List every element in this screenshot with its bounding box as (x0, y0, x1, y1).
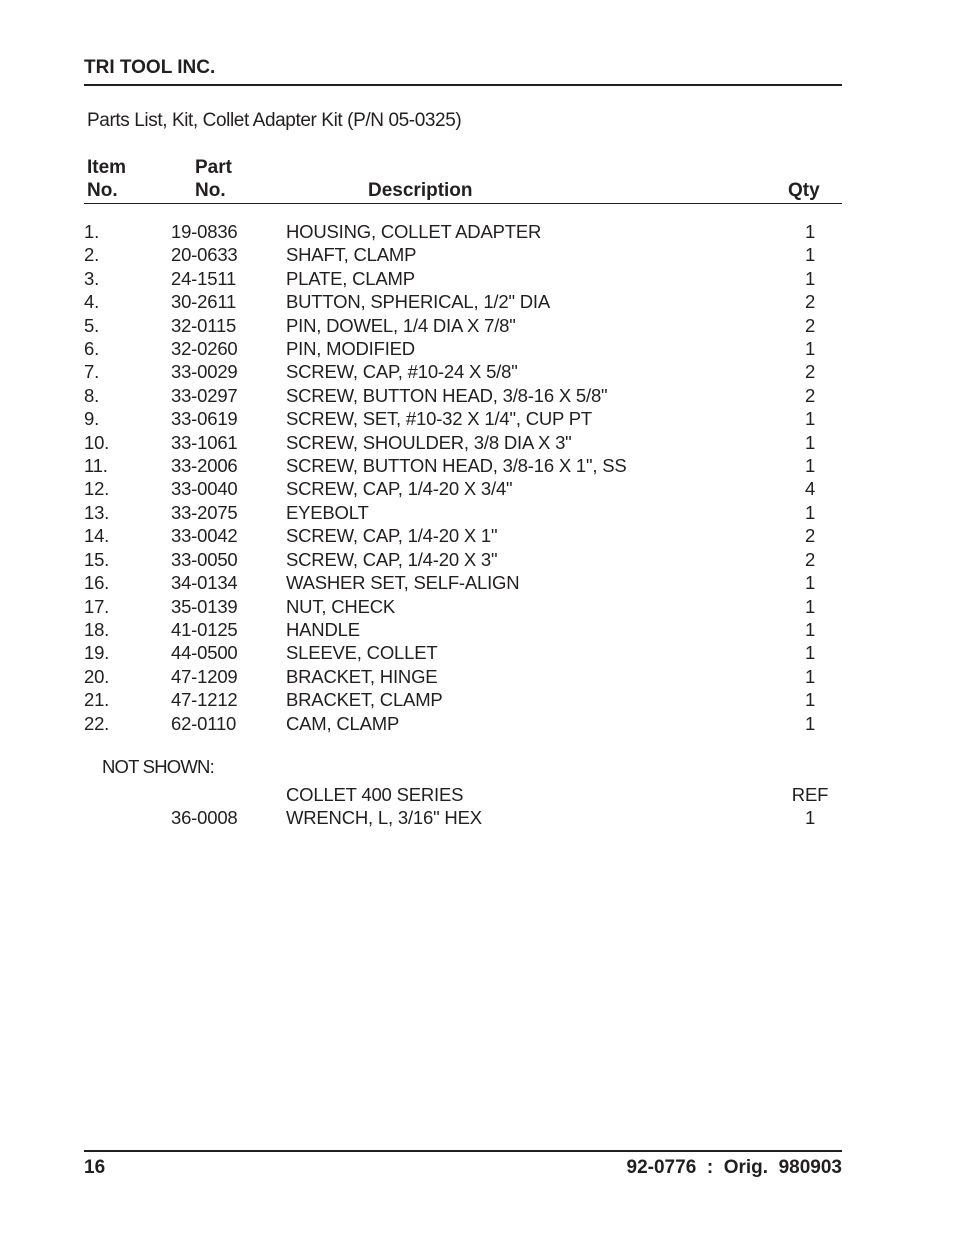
item-number: 5. (84, 314, 100, 336)
part-number: 33-0297 (171, 384, 238, 406)
part-number: 44-0500 (171, 642, 238, 664)
table-row (0, 455, 954, 478)
part-quantity: 1 (804, 455, 816, 477)
table-row (0, 385, 954, 408)
item-number: 16. (84, 572, 110, 594)
part-description: COLLET 400 SERIES (286, 784, 464, 805)
column-header-qty: Qty (788, 180, 820, 201)
table-row (0, 572, 954, 595)
part-number: 32-0115 (171, 314, 237, 336)
item-number: 12. (84, 478, 110, 500)
table-header-rule (84, 203, 842, 204)
part-description: BUTTON, SPHERICAL, 1/2" DIA (286, 291, 551, 313)
table-row (0, 291, 954, 314)
part-quantity: 2 (804, 384, 816, 406)
column-header-item-line1: Item (87, 157, 127, 178)
document-reference: 92-0776 : Orig. 980903 (626, 1157, 842, 1178)
footer-rule (84, 1150, 842, 1152)
not-shown-table (0, 784, 954, 831)
part-number: 36-0008 (171, 807, 238, 829)
column-header-description: Description (368, 180, 473, 201)
part-description: WRENCH, L, 3/16" HEX (286, 807, 482, 829)
part-description: PLATE, CLAMP (286, 267, 415, 289)
part-quantity: 1 (804, 221, 816, 242)
not-shown-label: NOT SHOWN: (102, 756, 214, 777)
part-quantity: 2 (804, 291, 816, 313)
part-number: 47-1209 (171, 665, 238, 687)
part-description: SCREW, BUTTON HEAD, 3/8-16 X 5/8" (286, 384, 608, 406)
part-description: BRACKET, HINGE (286, 665, 438, 687)
part-number: 33-0029 (171, 361, 238, 383)
part-description: SCREW, BUTTON HEAD, 3/8-16 X 1", SS (286, 455, 627, 477)
table-row (0, 315, 954, 338)
part-quantity: 1 (804, 267, 816, 289)
item-number: 22. (84, 712, 110, 734)
table-row (0, 689, 954, 712)
table-row (0, 244, 954, 267)
part-number: 33-2075 (171, 501, 238, 523)
item-number: 6. (84, 338, 100, 360)
table-row (0, 713, 954, 736)
part-number: 19-0836 (171, 221, 238, 242)
part-quantity: 1 (804, 431, 816, 453)
column-header-part-line1: Part (195, 157, 232, 178)
item-number: 8. (84, 384, 100, 406)
part-quantity: 2 (804, 361, 816, 383)
item-number: 3. (84, 267, 100, 289)
part-description: SCREW, CAP, 1/4-20 X 3/4" (286, 478, 513, 500)
item-number: 15. (84, 548, 110, 570)
part-description: SCREW, SET, #10-32 X 1/4", CUP PT (286, 408, 593, 430)
item-number: 20. (84, 665, 110, 687)
part-quantity: 1 (804, 408, 816, 430)
item-number: 13. (84, 501, 110, 523)
item-number: 2. (84, 244, 100, 266)
item-number: 7. (84, 361, 100, 383)
document-subtitle: Parts List, Kit, Collet Adapter Kit (P/N 05-0325) (87, 110, 462, 131)
part-number: 30-2611 (171, 291, 237, 313)
company-name: TRI TOOL INC. (84, 57, 216, 78)
part-number: 32-0260 (171, 338, 238, 360)
page-number: 16 (84, 1157, 106, 1178)
parts-table (0, 221, 954, 736)
table-row (0, 432, 954, 455)
item-number: 14. (84, 525, 110, 547)
part-description: CAM, CLAMP (286, 712, 400, 734)
item-number: 1. (84, 221, 100, 242)
part-quantity: 1 (804, 501, 816, 523)
part-quantity: 2 (804, 548, 816, 570)
part-quantity: 2 (804, 525, 816, 547)
part-number: 47-1212 (171, 689, 238, 711)
part-quantity: 2 (804, 314, 816, 336)
table-row (0, 361, 954, 384)
table-row (0, 338, 954, 361)
item-number: 9. (84, 408, 100, 430)
part-number: 33-0042 (171, 525, 238, 547)
part-number: 33-2006 (171, 455, 238, 477)
part-quantity: 1 (804, 595, 816, 617)
part-description: SHAFT, CLAMP (286, 244, 417, 266)
table-row (0, 525, 954, 548)
part-description: WASHER SET, SELF-ALIGN (286, 572, 520, 594)
part-number: 24-1511 (171, 267, 237, 289)
part-description: HANDLE (286, 618, 360, 640)
part-number: 35-0139 (171, 595, 238, 617)
part-quantity: 1 (804, 712, 816, 734)
table-row (0, 549, 954, 572)
part-number: 62-0110 (171, 712, 237, 734)
part-quantity: 1 (804, 807, 816, 829)
table-row (0, 596, 954, 619)
part-description: PIN, DOWEL, 1/4 DIA X 7/8" (286, 314, 516, 336)
table-row (0, 619, 954, 642)
part-quantity: 4 (804, 478, 816, 500)
part-quantity: 1 (804, 572, 816, 594)
item-number: 11. (84, 455, 108, 477)
part-description: SLEEVE, COLLET (286, 642, 438, 664)
part-number: 33-0050 (171, 548, 238, 570)
column-header-part (195, 156, 232, 202)
part-number: 20-0633 (171, 244, 238, 266)
item-number: 19. (84, 642, 110, 664)
part-number: 33-1061 (171, 431, 238, 453)
part-quantity: REF (791, 784, 829, 805)
part-quantity: 1 (804, 665, 816, 687)
table-row (0, 221, 954, 244)
header-rule (84, 84, 842, 86)
part-number: 41-0125 (171, 618, 238, 640)
item-number: 18. (84, 618, 110, 640)
table-row (0, 268, 954, 291)
column-header-item-line2: No. (87, 180, 118, 201)
table-row (0, 478, 954, 501)
part-description: SCREW, CAP, 1/4-20 X 1" (286, 525, 498, 547)
part-quantity: 1 (804, 244, 816, 266)
part-description: SCREW, SHOULDER, 3/8 DIA X 3" (286, 431, 572, 453)
part-number: 33-0619 (171, 408, 238, 430)
table-row (0, 666, 954, 689)
item-number: 10. (84, 431, 110, 453)
part-description: HOUSING, COLLET ADAPTER (286, 221, 542, 242)
table-row (0, 807, 954, 830)
part-quantity: 1 (804, 642, 816, 664)
column-header-part-line2: No. (195, 180, 226, 201)
part-quantity: 1 (804, 689, 816, 711)
part-description: NUT, CHECK (286, 595, 396, 617)
part-description: SCREW, CAP, 1/4-20 X 3" (286, 548, 498, 570)
column-header-item (87, 156, 126, 202)
part-description: PIN, MODIFIED (286, 338, 415, 360)
part-number: 34-0134 (171, 572, 238, 594)
part-description: SCREW, CAP, #10-24 X 5/8" (286, 361, 518, 383)
part-description: EYEBOLT (286, 501, 369, 523)
item-number: 17. (84, 595, 110, 617)
part-quantity: 1 (804, 618, 816, 640)
table-row (0, 408, 954, 431)
part-quantity: 1 (804, 338, 816, 360)
part-description: BRACKET, CLAMP (286, 689, 443, 711)
table-row (0, 642, 954, 665)
table-row (0, 784, 954, 807)
part-number: 33-0040 (171, 478, 238, 500)
table-row (0, 502, 954, 525)
item-number: 21. (84, 689, 110, 711)
item-number: 4. (84, 291, 100, 313)
